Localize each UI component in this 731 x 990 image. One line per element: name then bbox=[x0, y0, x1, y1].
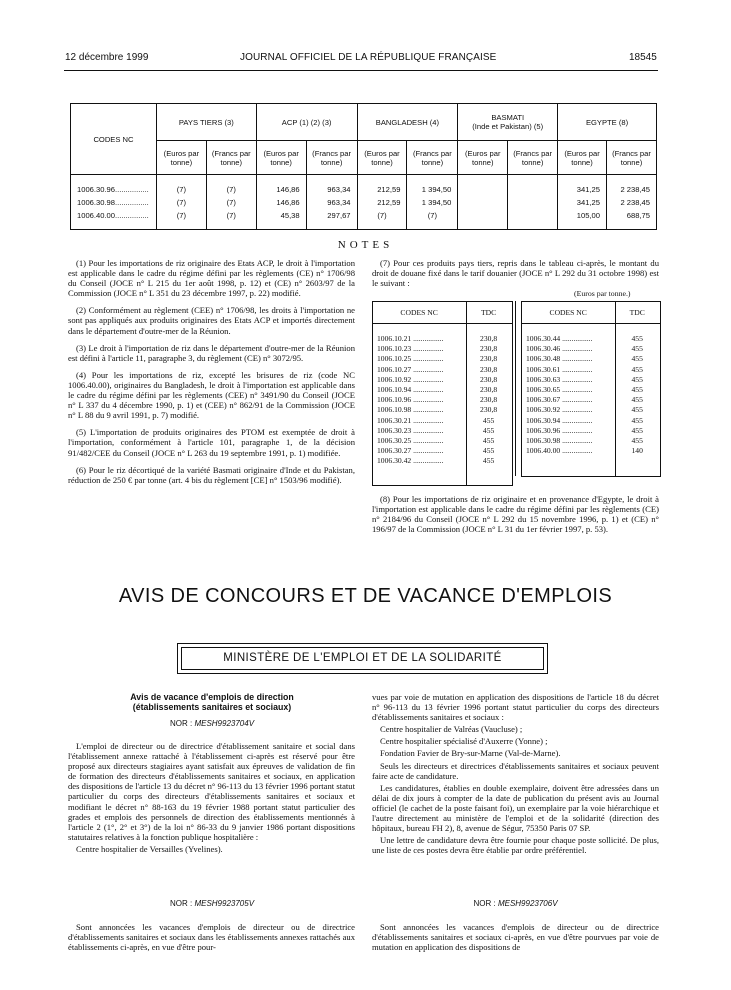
journal-title: JOURNAL OFFICIEL DE LA RÉPUBLIQUE FRANÇAISE bbox=[240, 52, 497, 63]
cell: (7) bbox=[156, 196, 206, 209]
tdc-row bbox=[373, 405, 512, 415]
group-header-line: BASMATI bbox=[491, 113, 525, 122]
header-rule bbox=[64, 70, 658, 71]
article-title-line: (établissements sanitaires et sociaux) bbox=[132, 702, 292, 712]
tdc-row bbox=[373, 456, 512, 466]
cell: 2 238,45 bbox=[607, 175, 657, 197]
page-number: 18545 bbox=[629, 52, 657, 63]
cell bbox=[458, 209, 508, 230]
tdc-code-cell: 1006.10.27 ................ bbox=[377, 364, 444, 374]
nor-reference bbox=[372, 899, 659, 908]
tdc-code-cell: 1006.30.25 ................ bbox=[377, 436, 444, 446]
tdc-value-cell: 455 bbox=[631, 425, 643, 435]
tdc-value-cell: 455 bbox=[631, 374, 643, 384]
group-header: BANGLADESH (4) bbox=[357, 104, 458, 141]
unit-label: (Euros par tonne.) bbox=[574, 289, 631, 298]
unit-header: (Euros par tonne) bbox=[256, 141, 306, 175]
cell: 146,86 bbox=[256, 175, 306, 197]
tdc-code-cell: 1006.10.23 ................ bbox=[377, 344, 444, 354]
tdc-code-cell: 1006.30.42 ................ bbox=[377, 456, 444, 466]
tdc-code-cell: 1006.30.61 ................ bbox=[526, 364, 593, 374]
tdc-value-cell: 455 bbox=[482, 446, 495, 456]
nor-code: MESH9923704V bbox=[194, 719, 255, 728]
article-title bbox=[70, 692, 354, 712]
tdc-row bbox=[373, 324, 512, 345]
article-left-body bbox=[68, 741, 355, 856]
tdc-value-cell: 455 bbox=[631, 436, 643, 446]
cell: 963,34 bbox=[306, 196, 357, 209]
cell bbox=[508, 196, 558, 209]
body-paragraph: Centre hospitalier de Versailles (Yvelines). bbox=[76, 843, 223, 854]
note-paragraph: (7) Pour ces produits pays tiers, repris dans le tableau ci-après, le montant du droit de douane fixé dans le tarif douanier (JOCE n° L 292 du 31 octobre 1998) est le suivant : bbox=[372, 258, 659, 289]
tdc-code-cell: 1006.30.96 ................ bbox=[526, 425, 593, 435]
cell: 1006.40.00................ bbox=[71, 209, 157, 230]
cell: 2 238,45 bbox=[607, 196, 657, 209]
cell bbox=[458, 196, 508, 209]
tariff-table bbox=[70, 103, 657, 230]
cell: (7) bbox=[156, 175, 206, 197]
cell: 1006.30.98................ bbox=[71, 196, 157, 209]
group-header: EGYPTE (8) bbox=[558, 104, 657, 141]
body-paragraph: Sont annoncées les vacances d'emplois de directeur ou de directrice d'établissements sanitaires et sociaux dans les établissements annexes rattachés aux établissements ci-après, en vue d'être pour- bbox=[68, 922, 355, 953]
tdc-row bbox=[373, 344, 512, 354]
tdc-value-cell: 230,8 bbox=[480, 374, 498, 384]
tdc-row bbox=[373, 416, 512, 426]
body-paragraph: L'emploi de directeur ou de directrice d'établissement sanitaire et social dans l'établissement annexe rattaché à l'établissement ci-après est réservé pour être proposé aux directeurs stagiaires ayant satisfait aux épreuves de validation de fin de formation des directeurs d'établissements sanitaires et sociaux, en application des dispositions de l'article 13 du décret n° 96-113 du 13 février 1996 portant statut particulier du corps des directeurs d'établissements sanitaires et sociaux et modifiant le décret n° 88-163 du 19 février 1988 portant statut particulier des grades et emplois des personnels de direction des établissements mentionnés à l'article 2 (1°, 2° et 3°) de la loi n° 86-33 du 9 janvier 1986 portant dispositions statutaires relatives à la fonction publique hospitalière : bbox=[68, 741, 355, 842]
cell: 105,00 bbox=[558, 209, 607, 230]
tdc-row bbox=[522, 344, 660, 354]
article-right-body bbox=[372, 922, 659, 954]
tdc-code-cell: 1006.10.94 ................ bbox=[377, 385, 444, 395]
nor-code: MESH9923706V bbox=[497, 899, 558, 908]
tdc-code-cell: 1006.30.48 ................ bbox=[526, 354, 593, 364]
section-title: AVIS DE CONCOURS ET DE VACANCE D'EMPLOIS bbox=[118, 585, 613, 607]
tdc-code-cell: 1006.30.46 ................ bbox=[526, 344, 593, 354]
note-paragraph: (5) L'importation de produits originaires des PTOM est exemptée de droit à l'importation, conformément à l'article 101, paragraphe 1, de la décision 91/482/CEE du Conseil (JOCE n° L 263 du 19 septembre 1991, p. 1) modifiée. bbox=[68, 427, 355, 458]
tdc-row bbox=[373, 436, 512, 446]
notes-heading: NOTES bbox=[337, 239, 394, 251]
tdc-code-cell: 1006.30.21 ................ bbox=[377, 415, 444, 425]
ministry-title: MINISTÈRE DE L'EMPLOI ET DE LA SOLIDARITÉ bbox=[181, 647, 544, 670]
unit-header: (Euros par tonne) bbox=[156, 141, 206, 175]
tdc-table-right bbox=[522, 301, 660, 456]
body-paragraph: Fondation Favier de Bry-sur-Marne (Val-de-Marne). bbox=[380, 748, 561, 759]
tdc-code-cell: 1006.30.27 ................ bbox=[377, 446, 444, 456]
body-paragraph: Centre hospitalier spécialisé d'Auxerre (Yonne) ; bbox=[380, 736, 548, 747]
tdc-code-cell: 1006.10.25 ................ bbox=[377, 354, 444, 364]
tdc-value-cell: 230,8 bbox=[480, 354, 498, 364]
cell: 1 394,50 bbox=[407, 175, 458, 197]
tdc-value-cell: 455 bbox=[631, 354, 643, 364]
tdc-value-cell: 230,8 bbox=[480, 334, 498, 343]
cell: (7) bbox=[407, 209, 458, 230]
tdc-value-cell: 455 bbox=[631, 334, 643, 343]
cell: 963,34 bbox=[306, 175, 357, 197]
body-paragraph: vues par voie de mutation en application des dispositions de l'article 18 du décret n° 96-113 du 13 février 1996 portant statut particulier du corps des directeurs d'établissements sanitaires et sociaux : bbox=[372, 692, 659, 723]
nor-label: NOR : bbox=[169, 899, 193, 908]
table-row bbox=[71, 209, 657, 230]
nor-label: NOR : bbox=[473, 899, 496, 908]
unit-header: (Francs par tonne) bbox=[407, 141, 458, 175]
cell: (7) bbox=[206, 209, 256, 230]
tdc-row bbox=[522, 365, 660, 375]
tdc-value-cell: 230,8 bbox=[480, 364, 498, 374]
tdc-value-cell: 230,8 bbox=[480, 395, 498, 405]
tdc-row bbox=[373, 426, 512, 436]
cell: 341,25 bbox=[558, 196, 607, 209]
group-header: ACP (1) (2) (3) bbox=[256, 104, 357, 141]
nor-label: NOR : bbox=[169, 719, 193, 728]
tdc-value-cell: 230,8 bbox=[480, 344, 498, 354]
codes-nc-header: CODES NC bbox=[71, 104, 157, 175]
tdc-row bbox=[373, 354, 512, 364]
cell: (7) bbox=[206, 175, 256, 197]
tdc-row bbox=[522, 375, 660, 385]
note-paragraph: (6) Pour le riz décortiqué de la variété Basmati originaire d'Inde et du Pakistan, réduction de 250 € par tonne (art. 4 bis du règlement [CE] n° 1503/96 modifié). bbox=[68, 464, 355, 485]
body-paragraph: Les candidatures, établies en double exemplaire, doivent être adressées dans un délai de dix jours à compter de la date de publication du présent avis au Journal officiel (le cachet de la poste faisant foi), un exemplaire par la voie hiérarchique et l'autre directement au ministère de l'emploi et de la solidarité (direction des hôpitaux, bureau FH 2), 8, avenue de Ségur, 75350 Paris 07 SP. bbox=[372, 782, 659, 834]
tdc-row bbox=[522, 395, 660, 405]
cell: 1 394,50 bbox=[407, 196, 458, 209]
tdc-right-body bbox=[522, 324, 660, 457]
tdc-value-cell: 455 bbox=[482, 436, 495, 446]
cell: 688,75 bbox=[607, 209, 657, 230]
tdc-code-cell: 1006.30.65 ................ bbox=[526, 385, 593, 395]
tdc-value-cell: 455 bbox=[631, 385, 643, 395]
tdc-row bbox=[373, 446, 512, 456]
body-paragraph: Une lettre de candidature devra être fournie pour chaque poste sollicité. De plus, une liste de ces postes devra être établie par ordre préférentiel. bbox=[372, 835, 659, 856]
unit-header: (Euros par tonne) bbox=[357, 141, 407, 175]
notes-left-column bbox=[68, 258, 355, 492]
body-paragraph: Sont annoncées les vacances d'emplois de directeur ou de directrice d'établissements sanitaires et sociaux ci-après, en vue d'être pourvues par voie de mutation en application des dispositions de bbox=[372, 922, 659, 953]
tdc-value-cell: 455 bbox=[631, 415, 643, 425]
tdc-code-cell: 1006.30.98 ................ bbox=[526, 436, 593, 446]
tdc-value-cell: 230,8 bbox=[480, 405, 498, 415]
cell: (7) bbox=[156, 209, 206, 230]
tdc-code-cell: 1006.30.94 ................ bbox=[526, 415, 593, 425]
tdc-code-cell: 1006.40.00 ................ bbox=[526, 446, 593, 456]
nor-code: MESH9923705V bbox=[194, 899, 255, 908]
tdc-row bbox=[522, 416, 660, 426]
tdc-header: TDC bbox=[465, 301, 512, 324]
tdc-value-cell: 455 bbox=[631, 344, 643, 354]
tdc-code-cell: 1006.30.44 ................ bbox=[526, 334, 593, 343]
tdc-left-body bbox=[373, 324, 512, 467]
unit-header: (Euros par tonne) bbox=[558, 141, 607, 175]
tdc-code-cell: 1006.30.63 ................ bbox=[526, 374, 593, 384]
tdc-value-cell: 455 bbox=[631, 405, 643, 415]
tdc-value-cell: 455 bbox=[482, 415, 495, 425]
tdc-code-cell: 1006.10.96 ................ bbox=[377, 395, 444, 405]
cell: 212,59 bbox=[357, 175, 407, 197]
tdc-code-cell: 1006.30.23 ................ bbox=[377, 425, 444, 435]
article-left-body bbox=[68, 922, 355, 954]
note-paragraph: (8) Pour les importations de riz originaire et en provenance d'Egypte, le droit à l'importation est applicable dans le cadre du régime défini par les règlements (CE) n° 2184/96 du Conseil (JOCE n° L 292 du 15 novembre 1996, p. 1) et (CE) n° 196/97 de la Commission (JOCE n° L 31 du 1er février 1997, p. 53). bbox=[372, 494, 659, 535]
tdc-row bbox=[522, 446, 660, 456]
tdc-value-cell: 230,8 bbox=[480, 385, 498, 395]
ministry-box bbox=[177, 643, 548, 674]
page-header bbox=[0, 52, 731, 68]
tdc-code-cell: 1006.10.21 ................ bbox=[377, 334, 444, 343]
cell: 146,86 bbox=[256, 196, 306, 209]
tdc-row bbox=[373, 375, 512, 385]
note-paragraph: (4) Pour les importations de riz, excepté les brisures de riz (code NC 1006.40.00), originaires du Bangladesh, le droit à l'importation est applicable dans le cadre du régime défini par les règlements (CEE) n° 3491/90 du Conseil (JOCE n° L 337 du 4 décembre 1990, p. 1) et (CEE) n° 862/91 de la Commission (JOCE n° L 88 du 9 avril 1991, p. 7) modifié. bbox=[68, 369, 355, 421]
tdc-value-cell: 455 bbox=[482, 456, 495, 466]
body-paragraph: Seuls les directeurs et directrices d'établissements sanitaires et sociaux peuvent faire acte de candidature. bbox=[372, 760, 659, 781]
tdc-code-cell: 1006.10.92 ................ bbox=[377, 374, 444, 384]
tdc-value-cell: 455 bbox=[631, 395, 643, 405]
body-paragraph: Centre hospitalier de Valréas (Vaucluse) ; bbox=[380, 724, 523, 735]
tdc-row bbox=[522, 426, 660, 436]
cell: 341,25 bbox=[558, 175, 607, 197]
tdc-row bbox=[373, 365, 512, 375]
codes-nc-header: CODES NC bbox=[373, 301, 465, 324]
unit-header: (Francs par tonne) bbox=[508, 141, 558, 175]
note-paragraph: (2) Conformément au règlement (CEE) n° 1706/98, les droits à l'importation ne sont pas appliqués aux produits originaires des Etats ACP et importés directement dans le département d'outre-mer de la Réunion. bbox=[68, 305, 355, 336]
tdc-value-cell: 455 bbox=[482, 425, 495, 435]
tdc-row bbox=[522, 385, 660, 395]
tdc-code-cell: 1006.30.67 ................ bbox=[526, 395, 593, 405]
tdc-code-cell: 1006.10.98 ................ bbox=[377, 405, 444, 415]
codes-nc-header: CODES NC bbox=[522, 301, 614, 324]
tdc-header: TDC bbox=[614, 301, 660, 324]
tdc-row bbox=[373, 395, 512, 405]
unit-header: (Francs par tonne) bbox=[306, 141, 357, 175]
tdc-row bbox=[522, 324, 660, 345]
article-title-line: Avis de vacance d'emplois de direction bbox=[130, 692, 294, 702]
cell: 212,59 bbox=[357, 196, 407, 209]
tdc-row bbox=[373, 385, 512, 395]
group-header-line: (Inde et Pakistan) (5) bbox=[472, 122, 544, 131]
nor-reference bbox=[70, 899, 354, 908]
note-paragraph: (3) Le droit à l'importation de riz dans le département d'outre-mer de la Réunion est défini à l'article 11, paragraphe 3, du règlement (CE) n° 3072/95. bbox=[68, 342, 355, 363]
cell bbox=[458, 175, 508, 197]
unit-header: (Euros par tonne) bbox=[458, 141, 508, 175]
tdc-value-cell: 455 bbox=[631, 364, 643, 374]
tdc-row bbox=[522, 405, 660, 415]
tdc-table-left bbox=[373, 301, 512, 467]
cell: 1006.30.96................ bbox=[71, 175, 157, 197]
cell bbox=[508, 209, 558, 230]
note-paragraph: (1) Pour les importations de riz originaire des Etats ACP, le droit à l'importation est applicable dans le cadre du régime défini par les règlements (CE) n° 1706/98 du Conseil (JOCE n° L 215 du 1er août 1998, p. 12) et (CE) n° 2603/97 de la Commission (JOCE n° L 351 du 23 décembre 1997, p. 22) modifié. bbox=[68, 258, 355, 299]
nor-reference bbox=[70, 719, 354, 728]
tdc-row bbox=[522, 436, 660, 446]
tdc-row bbox=[522, 354, 660, 364]
unit-header: (Francs par tonne) bbox=[206, 141, 256, 175]
article-right-body bbox=[372, 692, 659, 857]
cell: 297,67 bbox=[306, 209, 357, 230]
unit-header: (Francs par tonne) bbox=[607, 141, 657, 175]
group-header: PAYS TIERS (3) bbox=[156, 104, 256, 141]
tdc-value-cell: 140 bbox=[631, 446, 643, 456]
cell: 45,38 bbox=[256, 209, 306, 230]
table-row bbox=[71, 196, 657, 209]
group-header bbox=[458, 104, 558, 141]
header-date: 12 décembre 1999 bbox=[65, 52, 149, 63]
cell: (7) bbox=[357, 209, 407, 230]
tdc-code-cell: 1006.30.92 ................ bbox=[526, 405, 593, 415]
table-row bbox=[71, 175, 657, 197]
cell: (7) bbox=[206, 196, 256, 209]
cell bbox=[508, 175, 558, 197]
